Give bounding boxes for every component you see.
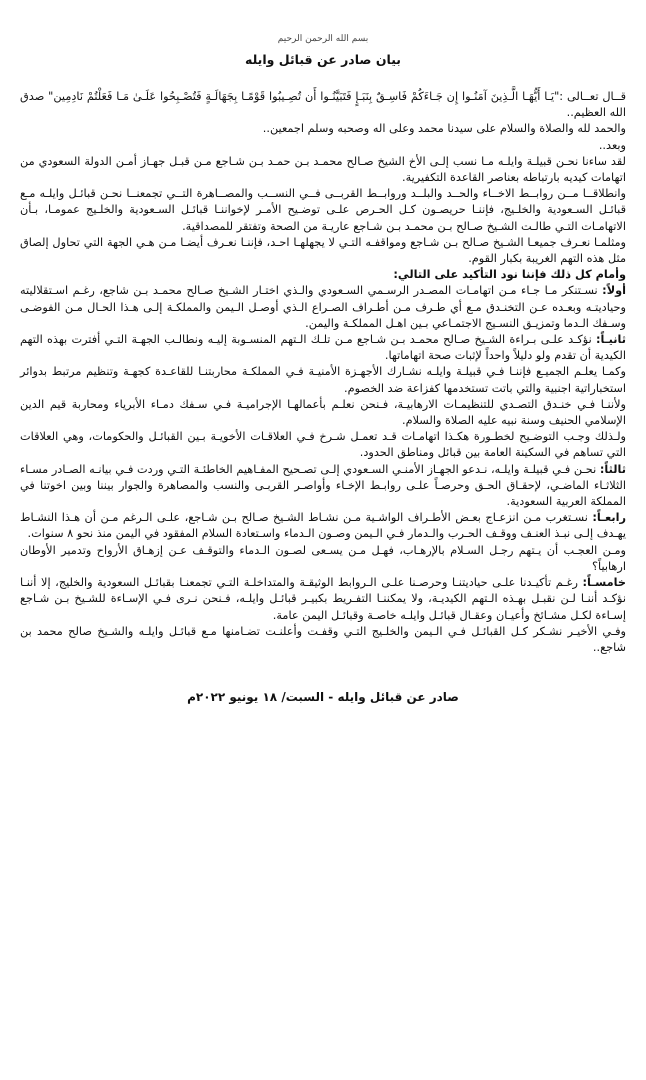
paragraph-heading: [20, 267, 626, 283]
point-label: ثانيـاً:: [596, 333, 626, 347]
paragraph: ومـن العجـب أن يـتهم رجـل السـلام بالإرهـاب، فهـل مـن يسـعى لصـون الـدماء والتوقـف عـن إزهـاق الأرواح وتدمير الأوطان ارهابياً؟: [20, 543, 626, 573]
paragraph: وانطلاقــا مــن روابــط الاخــاء والحــد والبلــد وروابــط القربــى فــي النســب والمصــاهرة التــي تجمعنــا نحـن قبائـل وايلـه مـع قبائـل السـعودية والخلـيج، فإننـا حريصـون كـل الحـرص علـى توضـيح الأمـر لإخواننـا قبائـل السـعودية والخلـيج عمومـا، بـأن الاتهامـات التـي طالـت الشـيخ صـالح بـن محمـد بـن شـاجع عاريـة من الصحة وتفتقر للمصداقية.: [20, 187, 626, 233]
signature-line: صادر عن قبائل وايله - السبت/ ١٨ يونيو ٢٠٢٢م: [187, 690, 459, 705]
basmala: بسم الله الرحمن الرحيم: [277, 34, 369, 44]
paragraph: والحمد لله والصلاة والسلام على سيدنا محمد وعلى اله وصحبه وسلم اجمعين..: [262, 122, 626, 136]
paragraph: قــال تعــالى :"يَـا أَيُّهَـا الَّـذِينَ آمَنُـوا إِن جَـاءَكُمْ فَاسِـقٌ بِنَبَـإٍ فَتَبَيَّنُـوا أَن تُصِـيبُوا قَوْمًـا بِجَهَالَـةٍ فَتُصْـبِحُوا عَلَـىٰ مَـا فَعَلْتُمْ نَادِمِين" صدق الله العظيم..: [20, 90, 626, 120]
paragraph: ولـذلك وجـب التوضـيح لخطـورة هكـذا اتهامـات قـد تعمـل شـرخ فـي العلاقـات الأخويـة بـين القبائـل والحكومات، وهي العلاقات التي تساهم في السكينة العامة بين قبائل ومناطق الحدود.: [20, 430, 626, 460]
point-label: أولاً:: [602, 284, 626, 298]
paragraph: لقد ساءنا نحـن قبيلـة وايلـه مـا نسب إلـى الأخ الشيخ صـالح محمـد بـن حمـد بـن شـاجع مـن قبـل جهـاز أمـن الدولة السعودي من اتهامات كيديه بارتباطه بعناصر القاعدة التكفيرية.: [20, 154, 626, 185]
point-label: رابعـاً:: [592, 511, 626, 525]
paragraph: وفـي الأخيـر نشـكر كـل القبائـل فـي الـيمن والخلـيج التـي وقفـت وأعلنـت تضـامنها مـع قبائـل وايلـه والشـيخ صالح محمد بن شاجع..: [20, 624, 626, 654]
point-label: ثالثاً:: [599, 462, 626, 476]
point-paragraph: خامسـاً: رغـم تأكيـدنا علـى حياديتنـا وحرصـنا علـى الـروابط الوثيقـة والمتداخلـة التـي تجمعنـا بقبائـل السعودية والخليج، إلا أننـا نؤكـد أننـا لـن نقبـل بهـذه الـتهم الكيديـة، ولا يمكننـا التفـريط بكبيـر قبائـل وايلـه، فـنحن نـرى فـي الإسـاءة للشـيخ بـن شـاجع إسـاءة لكـل مشـائخ وأعيـان وعقـال قبائـل وايلـه خاصـة وقبائـل اليمن عامة.: [20, 576, 626, 622]
point-paragraph: رابعـاً: نسـتغرب مـن انزعـاج بعـض الأطـراف الواشـية مـن نشـاط الشـيخ صـالح بـن شـاجع، علـى الـرغم مـن أن هـذا النشـاط يهـدف إلـى نبـذ العنـف ووقـف الحـرب والـدمار فـي الـيمن وصـون الـدماء واسـتعادة السلام المفقود في اليمن منذ نحو ٨ سنوات.: [20, 511, 626, 541]
statement-body: [20, 89, 626, 656]
paragraph: وكمـا يعلـم الجميـع فإننـا فـي قبيلـة وايلـه نشـارك الأجهـزة الأمنيـة فـي المملكـة محاربتنـا للقاعـدة كجهـة وتنظيم مرتبط بدوائر استخباراتية اجنبية والتي باتت تستخدمها كفزاعة ضد الخصوم.: [20, 365, 626, 395]
document-title: بيان صادر عن قبائل وايله: [245, 52, 401, 67]
paragraph: ومثلمـا نعـرف جميعـا الشـيخ صـالح بـن شـاجع ومواقفـه التـي لا يجهلهـا احـد، فإننـا نعـرف أيضـا مـن هـي الجهة التي تحاول إلصاق مثل هذه التهم الغريبة بكبار القوم.: [20, 235, 626, 266]
paragraph: ولأننـا فـي خنـدق التصـدي للتنظيمـات الارهابيـة، فـنحن نعلـم بأعمالهـا الإجراميـة فـي سـفك دمـاء الأبرياء ومحاربة قيم الدين الإسلامي الحنيف وسنة نبيه عليه الصلاة والسلام.: [20, 397, 626, 428]
paragraph: وبعد..: [598, 138, 626, 152]
point-paragraph: ثانيـاً: نؤكـد علـى بـراءة الشـيخ صـالح محمـد بـن شـاجع مـن تلـك الـتهم المنسـوبة إليـه ونطالـب الجهـة التـي أفترت بهذه التهم الكيدية أن تقدم ولو دليلاً واحداً لإثبات صحة اتهاماتها.: [20, 333, 626, 363]
section-heading: وأمام كل ذلك فإننا نود التأكيد على التالي:: [393, 268, 626, 282]
point-paragraph: ثالثاً: نحـن فـي قبيلـة وايلـه، نـدعو الجهـاز الأمنـي السـعودي إلـى تصـحيح المفـاهيم الخاطئـة التـي وردت فـي بيانـه الصـادر مسـاء الثلاثـاء الماضـي، لإحقـاق الحـق وحرصـاً علـى روابـط الإخـاء وأواصـر القربـى والنسب والمصاهرة والجوار بيننا وبين اخوتنا في المملكة العربية السعودية.: [20, 462, 626, 509]
point-paragraph: أولاً: نسـتنكر مـا جـاء مـن اتهامـات المصـدر الرسـمي السـعودي والـذي اختـار الشـيخ صـالح محمـد بـن شاجع، رغـم اسـتقلاليته وحياديتـه وبعـده عـن التخنـدق مـع أي طـرف مـن أطـراف الصـراع الـذي أوصـل الـيمن والمملكـة إلـى هـذا الحـال مـن الفوضـى وسـفك الـدما وتمزيـق النسـيج الاجتمـاعي بـين اهـل المملكـة واليمن.: [20, 284, 626, 330]
point-label: خامسـاً:: [582, 576, 626, 590]
